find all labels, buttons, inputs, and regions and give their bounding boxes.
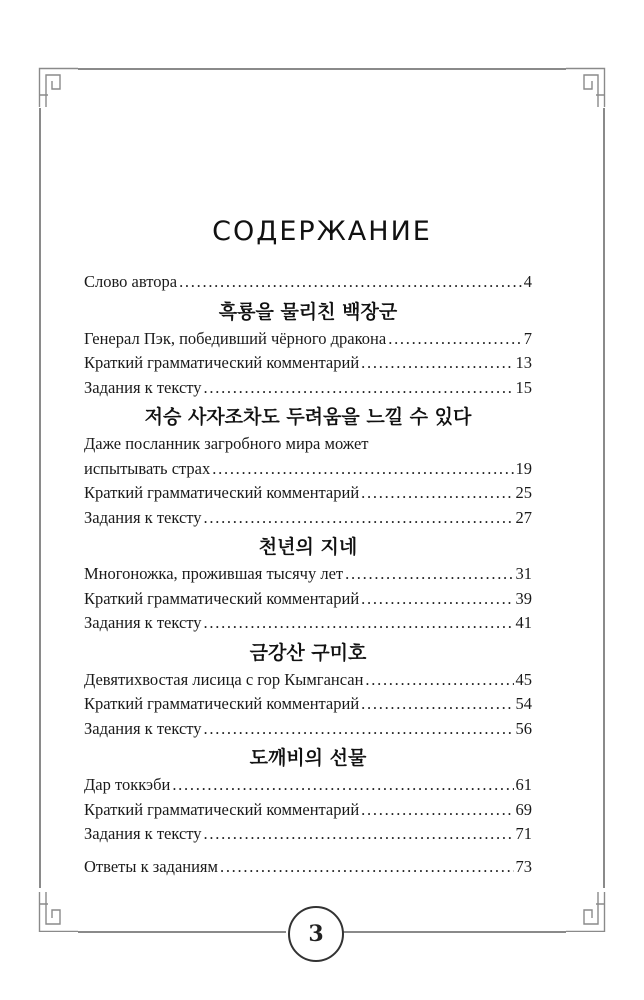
section-heading: 도깨비의 선물 bbox=[249, 747, 367, 769]
dot-leader bbox=[361, 692, 513, 717]
corner-ornament-top-left-icon bbox=[38, 67, 78, 107]
table-of-contents bbox=[84, 270, 532, 879]
toc-entry-page: 4 bbox=[523, 272, 532, 291]
toc-entry[interactable] bbox=[84, 457, 532, 482]
toc-entry[interactable] bbox=[84, 562, 532, 587]
corner-ornament-top-right-icon bbox=[566, 67, 606, 107]
toc-entry-page: 25 bbox=[515, 483, 532, 502]
dot-leader bbox=[365, 668, 513, 693]
toc-entry[interactable] bbox=[84, 327, 532, 352]
toc-entry-page: 13 bbox=[515, 353, 532, 372]
toc-entry-page: 56 bbox=[515, 718, 532, 738]
toc-entry-title: Задания к тексту bbox=[84, 507, 202, 527]
toc-entry-page: 7 bbox=[523, 328, 532, 348]
toc-entry-first-line[interactable]: Даже посланник загробного мира может bbox=[84, 434, 369, 453]
dot-leader bbox=[345, 562, 513, 587]
dot-leader bbox=[361, 481, 513, 506]
toc-entry-title: Задания к тексту bbox=[84, 824, 202, 843]
toc-entry[interactable] bbox=[84, 611, 532, 636]
toc-entry[interactable] bbox=[84, 587, 532, 612]
page-number: 3 bbox=[288, 906, 344, 962]
dot-leader bbox=[204, 506, 514, 531]
toc-entry-title: Краткий грамматический комментарий bbox=[84, 588, 360, 608]
section-heading: 흑룡을 물리친 백장군 bbox=[218, 300, 398, 323]
toc-entry-title: Девятихвостая лисица с гор Кымгансан bbox=[84, 669, 364, 689]
section-heading: 저승 사자조차도 두려움을 느낄 수 있다 bbox=[144, 406, 472, 428]
corner-ornament-bottom-right-icon bbox=[566, 892, 606, 932]
dot-leader bbox=[361, 351, 513, 376]
toc-entry[interactable] bbox=[84, 798, 532, 823]
dot-leader bbox=[204, 822, 514, 847]
dot-leader bbox=[204, 717, 514, 742]
toc-entry-page: 69 bbox=[515, 799, 532, 819]
toc-entry-title: Краткий грамматический комментарий bbox=[84, 799, 360, 819]
corner-ornament-bottom-left-icon bbox=[38, 892, 78, 932]
dot-leader bbox=[212, 457, 513, 482]
toc-entry[interactable] bbox=[84, 773, 532, 798]
toc-entry[interactable] bbox=[84, 376, 532, 401]
toc-entry-title: Задания к тексту bbox=[84, 718, 202, 738]
toc-entry-title: Многоножка, прожившая тысячу лет bbox=[84, 564, 344, 583]
toc-entry[interactable] bbox=[84, 692, 532, 717]
section-heading: 금강산 구미호 bbox=[249, 641, 367, 664]
toc-entry-answers[interactable] bbox=[84, 855, 532, 880]
toc-entry-page: 27 bbox=[515, 507, 532, 527]
toc-entry-page: 61 bbox=[515, 775, 532, 794]
toc-entry[interactable] bbox=[84, 668, 532, 693]
toc-entry-title: Краткий грамматический комментарий bbox=[84, 694, 360, 713]
frame-top-border bbox=[78, 68, 566, 70]
toc-entry-page: 31 bbox=[515, 564, 532, 583]
dot-leader bbox=[220, 855, 514, 880]
toc-entry-page: 71 bbox=[515, 824, 532, 843]
toc-entry-title: Краткий грамматический комментарий bbox=[84, 483, 360, 502]
toc-entry-title: Ответы к заданиям bbox=[84, 856, 218, 876]
dot-leader bbox=[388, 327, 522, 352]
frame-bottom-border-left bbox=[78, 931, 286, 933]
dot-leader bbox=[179, 270, 522, 295]
toc-entry-title: Слово автора bbox=[84, 272, 178, 291]
toc-entry[interactable] bbox=[84, 351, 532, 376]
dot-leader bbox=[172, 773, 513, 798]
toc-entry-page: 45 bbox=[515, 669, 532, 689]
dot-leader bbox=[204, 611, 514, 636]
toc-entry-intro[interactable] bbox=[84, 270, 532, 295]
toc-entry-title: испытывать страх bbox=[84, 458, 211, 478]
toc-entry-title: Дар токкэби bbox=[84, 775, 171, 794]
section-heading: 천년의 지네 bbox=[258, 536, 358, 558]
toc-entry[interactable] bbox=[84, 717, 532, 742]
toc-entry-page: 39 bbox=[515, 588, 532, 608]
dot-leader bbox=[361, 587, 513, 612]
toc-entry-title: Задания к тексту bbox=[84, 377, 202, 397]
toc-entry[interactable] bbox=[84, 506, 532, 531]
toc-entry-title: Генерал Пэк, победивший чёрного дракона bbox=[84, 328, 387, 348]
spacer bbox=[84, 847, 532, 855]
page-title: СОДЕРЖАНИЕ bbox=[212, 216, 432, 247]
toc-entry-title: Краткий грамматический комментарий bbox=[84, 353, 360, 372]
toc-entry-page: 19 bbox=[515, 458, 532, 478]
toc-entry-page: 54 bbox=[515, 694, 532, 713]
dot-leader bbox=[204, 376, 514, 401]
frame-bottom-border-right bbox=[342, 931, 566, 933]
toc-entry[interactable] bbox=[84, 822, 532, 847]
toc-entry-page: 73 bbox=[515, 856, 532, 876]
dot-leader bbox=[361, 798, 513, 823]
toc-entry-page: 41 bbox=[515, 613, 532, 632]
toc-entry-title: Задания к тексту bbox=[84, 613, 202, 632]
toc-entry-page: 15 bbox=[515, 377, 532, 397]
toc-entry[interactable] bbox=[84, 481, 532, 506]
